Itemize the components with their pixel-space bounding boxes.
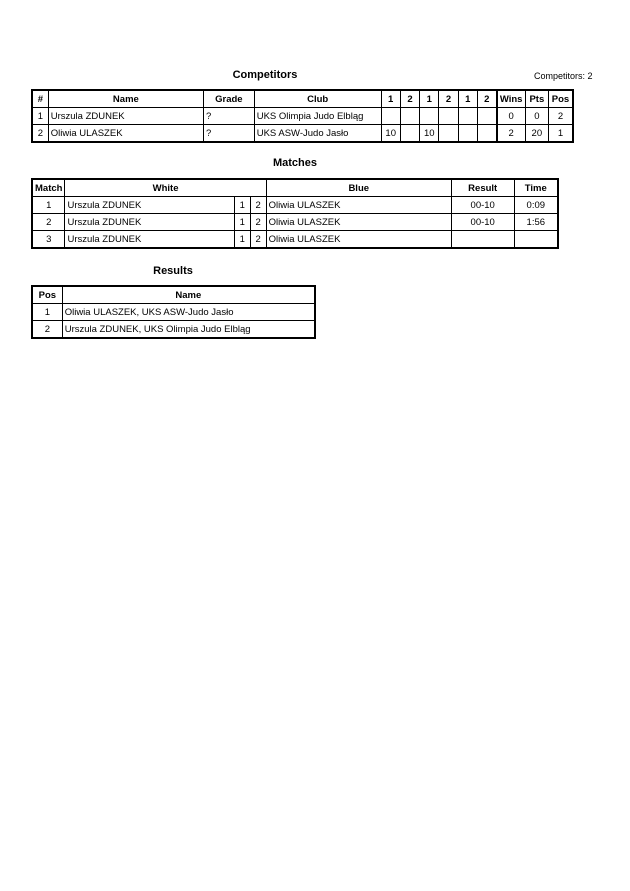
competitor-position: 2 <box>549 108 574 125</box>
table-row <box>32 108 573 125</box>
blue-index: 2 <box>250 214 266 231</box>
competitor-number: 2 <box>32 125 48 143</box>
competitor-club: UKS ASW-Judo Jasło <box>254 125 381 143</box>
result-name: Oliwia ULASZEK, UKS ASW-Judo Jasło <box>62 304 315 321</box>
score-cell <box>439 125 458 143</box>
competitors-heading: Competitors <box>232 69 298 81</box>
match-time: 0:09 <box>514 197 558 214</box>
col-header-match: Match <box>32 179 65 197</box>
col-header-score: 2 <box>439 90 458 108</box>
match-result <box>451 231 514 249</box>
white-index: 1 <box>234 197 250 214</box>
col-header-wins: Wins <box>497 90 526 108</box>
competitors-table <box>31 89 574 143</box>
score-cell: 10 <box>420 125 439 143</box>
table-row <box>32 214 558 231</box>
col-header-score: 2 <box>477 90 496 108</box>
col-header-score: 2 <box>400 90 419 108</box>
white-competitor: Urszula ZDUNEK <box>65 197 234 214</box>
blue-competitor: Oliwia ULASZEK <box>266 231 451 249</box>
col-header-club: Club <box>254 90 381 108</box>
matches-table <box>31 178 559 249</box>
table-row <box>32 304 315 321</box>
blue-competitor: Oliwia ULASZEK <box>266 197 451 214</box>
score-cell <box>439 108 458 125</box>
competitor-points: 0 <box>525 108 548 125</box>
blue-index: 2 <box>250 197 266 214</box>
match-number: 3 <box>32 231 65 249</box>
table-row <box>32 231 558 249</box>
competitor-name: Urszula ZDUNEK <box>48 108 203 125</box>
col-header-score: 1 <box>420 90 439 108</box>
col-header-time: Time <box>514 179 558 197</box>
table-row <box>32 125 573 143</box>
col-header-position: Pos <box>549 90 574 108</box>
score-cell <box>477 108 496 125</box>
score-cell: 10 <box>381 125 400 143</box>
score-cell <box>477 125 496 143</box>
match-result: 00-10 <box>451 197 514 214</box>
col-header-blue: Blue <box>266 179 451 197</box>
result-name: Urszula ZDUNEK, UKS Olimpia Judo Elbląg <box>62 321 315 339</box>
score-cell <box>400 108 419 125</box>
white-competitor: Urszula ZDUNEK <box>65 231 234 249</box>
white-index: 1 <box>234 214 250 231</box>
results-heading: Results <box>153 265 193 277</box>
score-cell <box>381 108 400 125</box>
col-header-white: White <box>65 179 266 197</box>
competitors-count: Competitors: 2 <box>534 71 593 81</box>
competitor-wins: 2 <box>497 125 526 143</box>
results-table <box>31 285 316 339</box>
blue-index: 2 <box>250 231 266 249</box>
col-header-grade: Grade <box>203 90 254 108</box>
result-position: 2 <box>32 321 62 339</box>
col-header-number: # <box>32 90 48 108</box>
competitor-grade: ? <box>203 108 254 125</box>
competitor-name: Oliwia ULASZEK <box>48 125 203 143</box>
competitor-grade: ? <box>203 125 254 143</box>
score-cell <box>420 108 439 125</box>
competitor-wins: 0 <box>497 108 526 125</box>
white-index: 1 <box>234 231 250 249</box>
col-header-name: Name <box>62 286 315 304</box>
col-header-score: 1 <box>458 90 477 108</box>
score-cell <box>400 125 419 143</box>
match-time: 1:56 <box>514 214 558 231</box>
score-cell <box>458 108 477 125</box>
results-header-row <box>32 286 315 304</box>
competitor-position: 1 <box>549 125 574 143</box>
col-header-score: 1 <box>381 90 400 108</box>
col-header-result: Result <box>451 179 514 197</box>
match-number: 2 <box>32 214 65 231</box>
col-header-pos: Pos <box>32 286 62 304</box>
competitor-club: UKS Olimpia Judo Elbląg <box>254 108 381 125</box>
blue-competitor: Oliwia ULASZEK <box>266 214 451 231</box>
score-cell <box>458 125 477 143</box>
white-competitor: Urszula ZDUNEK <box>65 214 234 231</box>
table-row <box>32 197 558 214</box>
col-header-points: Pts <box>525 90 548 108</box>
table-row <box>32 321 315 339</box>
col-header-name: Name <box>48 90 203 108</box>
matches-heading: Matches <box>272 157 318 169</box>
match-number: 1 <box>32 197 65 214</box>
matches-header-row <box>32 179 558 197</box>
result-position: 1 <box>32 304 62 321</box>
match-time <box>514 231 558 249</box>
competitor-points: 20 <box>525 125 548 143</box>
competitor-number: 1 <box>32 108 48 125</box>
competitors-header-row <box>32 90 573 108</box>
match-result: 00-10 <box>451 214 514 231</box>
